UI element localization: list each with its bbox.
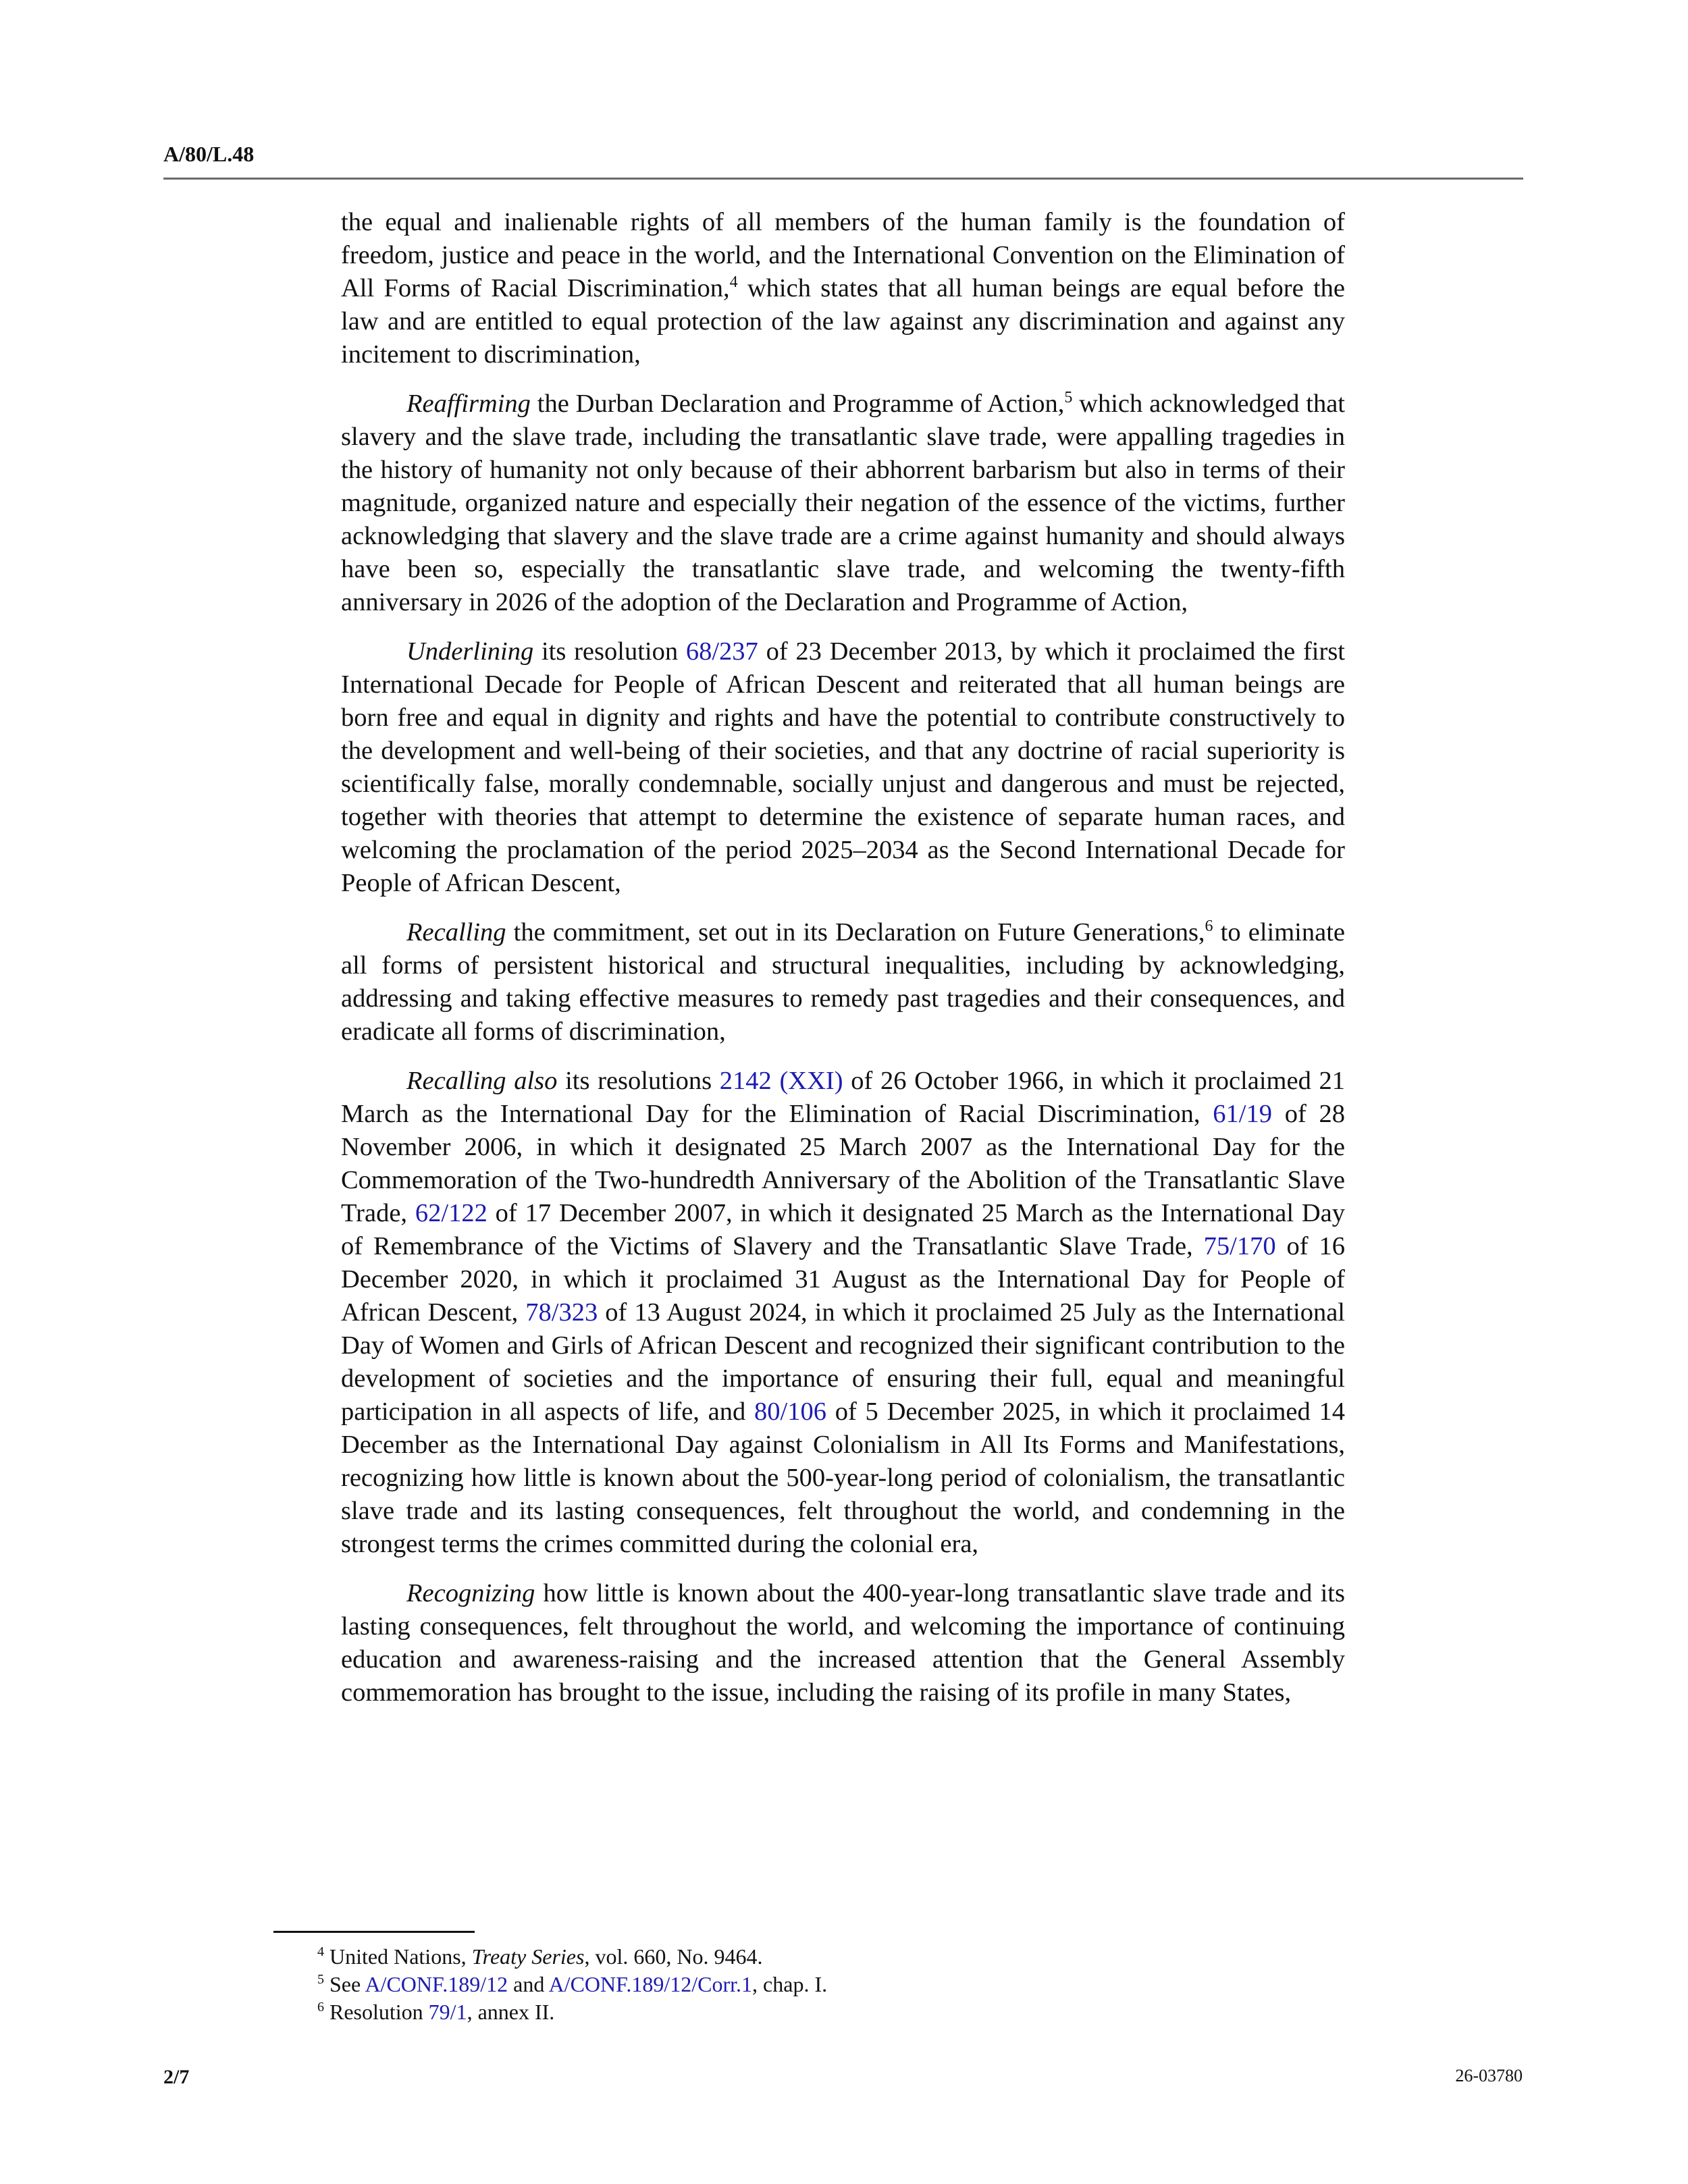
text-run: , vol. 660, No. 9464. bbox=[584, 1944, 763, 1969]
text-run: which states that all human beings are equal before the law and are entitled to equal protection of the law against any discrimination and against any incitement to discrimination, bbox=[341, 274, 1345, 369]
preambular-lead-word: Recognizing bbox=[406, 1579, 535, 1607]
document-link[interactable]: 68/237 bbox=[685, 637, 758, 666]
document-link[interactable]: 78/323 bbox=[525, 1298, 598, 1327]
footnotes bbox=[317, 1943, 1330, 2026]
document-link[interactable]: 2142 (XXI) bbox=[719, 1067, 843, 1095]
page-number: 2/7 bbox=[163, 2066, 190, 2088]
text-run: the equal and inalienable rights of all members of the human family is the foundation of freedom, justice and peace in the world, and the International Convention on the Elimination of All Forms of Racial Discrimination, bbox=[341, 208, 1345, 302]
text-run: the Durban Declaration and Programme of Action, bbox=[530, 390, 1065, 418]
document-link[interactable]: A/CONF.189/12/Corr.1 bbox=[548, 1972, 753, 1996]
document-link[interactable]: 75/170 bbox=[1203, 1232, 1276, 1260]
text-run: and bbox=[508, 1972, 549, 1996]
text-run: of 5 December 2025, in which it proclaimed 14 December as the International Day against Colonialism in All Its Forms and Manifestations, recognizing how little is known about the 500-year-long period of colonialism, the transatlantic slave trade and its lasting consequences, felt throughout the world, and condemning in the strongest terms the crimes committed during the colonial era, bbox=[341, 1397, 1345, 1558]
document-link[interactable]: 79/1 bbox=[428, 2000, 467, 2024]
text-run: Resolution bbox=[329, 2000, 429, 2024]
text-run: of 17 December 2007, in which it designated 25 March as the International Day of Remembrance of the Victims of Slavery and the Transatlantic Slave Trade, bbox=[341, 1199, 1345, 1260]
footnote-4 bbox=[317, 1943, 1330, 1971]
text-run: , annex II. bbox=[467, 2000, 555, 2024]
text-run: of 13 August 2024, in which it proclaimed 25 July as the International Day of Women and Girls of African Descent and recognized their significant contribution to the development of societies and the importance of ensuring their full, equal and meaningful participation in all aspects of life, and bbox=[341, 1298, 1345, 1426]
footnote-reference[interactable]: 6 bbox=[1205, 917, 1213, 935]
job-number: 26-03780 bbox=[1455, 2066, 1523, 2085]
footnote-reference[interactable]: 5 bbox=[1064, 389, 1073, 406]
preambular-lead-word: Recalling bbox=[406, 918, 506, 947]
text-run: the commitment, set out in its Declaration on Future Generations, bbox=[506, 918, 1205, 947]
footnote-number: 5 bbox=[317, 1972, 324, 1987]
text-run: its resolutions bbox=[557, 1067, 720, 1095]
text-run: of 26 October 1966, in which it proclaimed 21 March as the International Day for the Elimination of Racial Discrimination, bbox=[341, 1067, 1346, 1128]
document-symbol: A/80/L.48 bbox=[163, 142, 255, 166]
paragraph-reaffirming bbox=[341, 388, 1345, 619]
document-link[interactable]: 61/19 bbox=[1213, 1100, 1272, 1128]
document-link[interactable]: 62/122 bbox=[415, 1199, 487, 1227]
italic-text: Treaty Series bbox=[471, 1944, 585, 1969]
text-run: to eliminate all forms of persistent historical and structural inequalities, including by acknowledging, addressing and taking effective measures to remedy past tragedies and their consequences, and eradicate all forms of discrimination, bbox=[341, 918, 1345, 1046]
paragraph-underlining bbox=[341, 635, 1345, 900]
text-run: See bbox=[329, 1972, 365, 1996]
footnote-number: 6 bbox=[317, 2000, 324, 2015]
header-divider bbox=[163, 178, 1523, 180]
preambular-lead-word: Recalling also bbox=[406, 1067, 558, 1095]
text-run: of 28 November 2006, in which it designated 25 March 2007 as the International Day for the Commemoration of the Two-hundredth Anniversary of the Abolition of the Transatlantic Slave Trade, bbox=[341, 1100, 1345, 1227]
text-run: of 23 December 2013, by which it proclaimed the first International Decade for People of African Descent and reiterated that all human beings are born free and equal in dignity and rights and have the potential to contribute constructively to the development and well-being of their societies, and that any doctrine of racial superiority is scientifically false, morally condemnable, socially unjust and dangerous and must be rejected, together with theories that attempt to determine the existence of separate human races, and welcoming the proclamation of the period 2025–2034 as the Second International Decade for People of African Descent, bbox=[341, 637, 1345, 897]
text-run: of 16 December 2020, in which it proclaimed 31 August as the International Day for People of African Descent, bbox=[341, 1232, 1346, 1327]
resolution-body bbox=[341, 206, 1345, 1726]
footnote-reference[interactable]: 4 bbox=[729, 273, 738, 291]
preambular-lead-word: Reaffirming bbox=[406, 390, 531, 418]
document-link[interactable]: A/CONF.189/12 bbox=[365, 1972, 508, 1996]
text-run: which acknowledged that slavery and the slave trade, including the transatlantic slave trade, were appalling tragedies in the history of humanity not only because of their abhorrent barbarism but also in terms of their magnitude, organized nature and especially their negation of the essence of the victims, further acknowledging that slavery and the slave trade are a crime against humanity and should always have been so, especially the transatlantic slave trade, and welcoming the twenty-fifth anniversary in 2026 of the adoption of the Declaration and Programme of Action, bbox=[341, 390, 1345, 616]
preambular-lead-word: Underlining bbox=[406, 637, 534, 666]
paragraph-recalling bbox=[341, 916, 1345, 1048]
text-run: United Nations, bbox=[329, 1944, 472, 1969]
document-link[interactable]: 80/106 bbox=[754, 1397, 826, 1426]
footnote-6 bbox=[317, 1998, 1330, 2026]
paragraph-recognizing bbox=[341, 1577, 1345, 1709]
text-run: how little is known about the 400-year-long transatlantic slave trade and its lasting consequences, felt throughout the world, and welcoming the importance of continuing education and awareness-raising and the increased attention that the General Assembly commemoration has brought to the issue, including the raising of its profile in many States, bbox=[341, 1579, 1345, 1707]
footnote-separator bbox=[273, 1931, 475, 1933]
footnote-number: 4 bbox=[317, 1944, 324, 1959]
footnote-5 bbox=[317, 1971, 1330, 1998]
text-run: its resolution bbox=[533, 637, 686, 666]
paragraph-recalling-also bbox=[341, 1065, 1345, 1561]
text-run: , chap. I. bbox=[752, 1972, 828, 1996]
paragraph-continuation bbox=[341, 206, 1345, 371]
